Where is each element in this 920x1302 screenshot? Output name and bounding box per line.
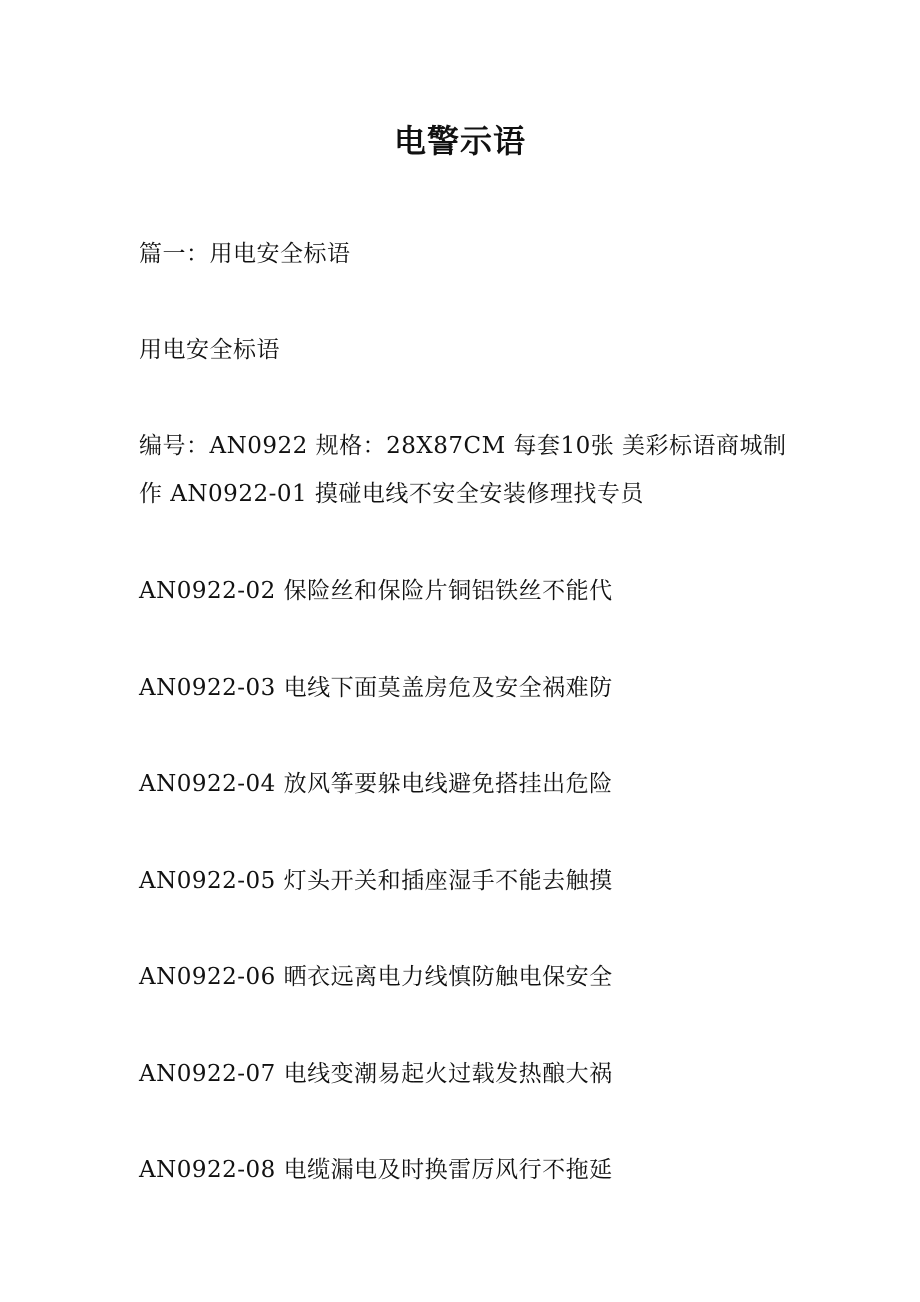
document-title: 电警示语 bbox=[393, 122, 526, 160]
slogan-item: AN0922-08 电缆漏电及时换雷厉风行不拖延 bbox=[139, 1157, 613, 1183]
slogan-item: AN0922-07 电线变潮易起火过载发热酿大祸 bbox=[139, 1061, 613, 1087]
slogan-item: AN0922-05 灯头开关和插座湿手不能去触摸 bbox=[139, 868, 613, 894]
slogan-item: AN0922-02 保险丝和保险片铜铝铁丝不能代 bbox=[139, 578, 613, 604]
subheading: 用电安全标语 bbox=[139, 337, 280, 363]
slogan-item: AN0922-06 晒衣远离电力线慎防触电保安全 bbox=[139, 964, 613, 990]
slogan-item: AN0922-03 电线下面莫盖房危及安全祸难防 bbox=[139, 675, 613, 701]
spec-paragraph: 编号：AN0922 规格：28X87CM 每套10张 美彩标语商城制作 AN0922-01 摸碰电线不安全安装修理找专员 bbox=[139, 433, 787, 507]
slogan-item: AN0922-04 放风筝要躲电线避免搭挂出危险 bbox=[139, 771, 613, 797]
section-heading: 篇一：用电安全标语 bbox=[139, 241, 351, 267]
